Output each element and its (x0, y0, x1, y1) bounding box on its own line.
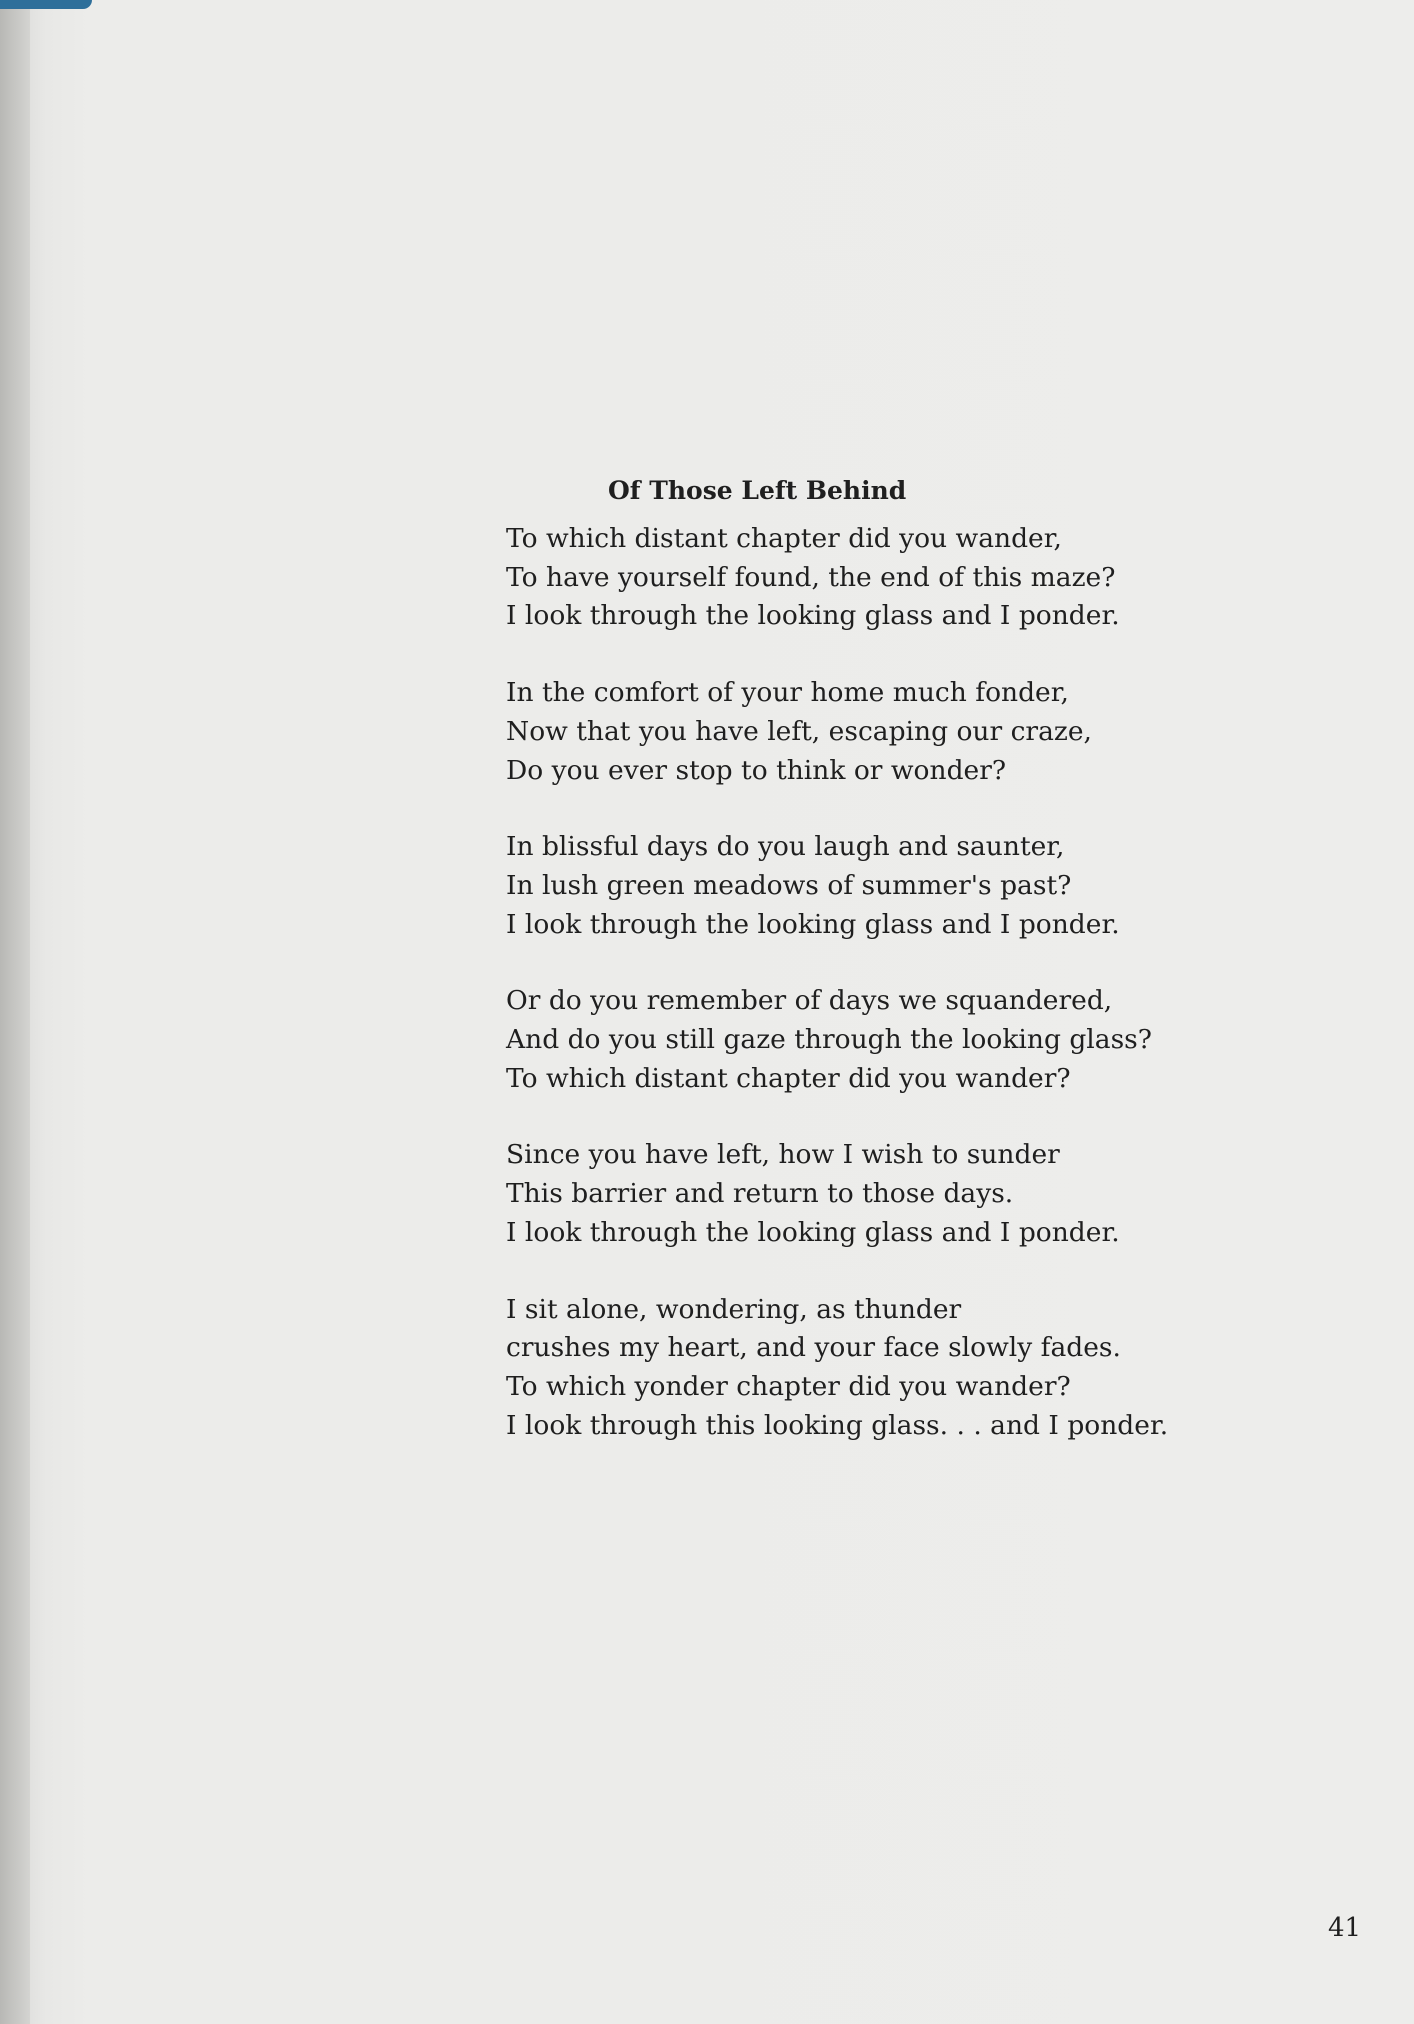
poem-line: And do you still gaze through the looking glass? (506, 1024, 1152, 1056)
poem-line: I look through the looking glass and I ponder. (506, 908, 1120, 940)
poem-line: I look through the looking glass and I ponder. (506, 600, 1120, 632)
poem-line: In the comfort of your home much fonder, (506, 677, 1069, 709)
poem-line: Do you ever stop to think or wonder? (506, 754, 1007, 786)
stanza-5 (506, 1136, 1266, 1252)
stanza-1 (506, 520, 1266, 636)
stanza-4 (506, 982, 1266, 1098)
poem-line: Since you have left, how I wish to sunder (506, 1139, 1060, 1171)
poem-line: To which distant chapter did you wander, (506, 523, 1062, 554)
poem-line: Now that you have left, escaping our craze, (506, 715, 1092, 747)
poem (506, 470, 1266, 1483)
poem-line: To have yourself found, the end of this maze? (506, 561, 1116, 593)
poem-line: crushes my heart, and your face slowly fades. (506, 1332, 1121, 1364)
poem-title: Of Those Left Behind (608, 476, 907, 505)
stanza-6 (506, 1291, 1266, 1446)
page-number: 41 (1328, 1913, 1362, 1943)
poem-line: This barrier and return to those days. (506, 1178, 1014, 1210)
poem-line: In blissful days do you laugh and saunter, (506, 831, 1065, 863)
poem-line: I look through this looking glass. . . and I ponder. (506, 1409, 1169, 1441)
stanza-3 (506, 828, 1266, 944)
poem-line: I sit alone, wondering, as thunder (506, 1293, 962, 1325)
poem-line: I look through the looking glass and I ponder. (506, 1216, 1120, 1248)
poem-line: Or do you remember of days we squandered, (506, 985, 1113, 1017)
stanza-2 (506, 674, 1266, 790)
page-binding-edge (0, 0, 30, 2024)
poem-line: To which distant chapter did you wander? (506, 1062, 1071, 1094)
poem-line: To which yonder chapter did you wander? (506, 1370, 1071, 1402)
blue-corner-mark (0, 0, 92, 9)
poem-line: In lush green meadows of summer's past? (506, 869, 1072, 901)
